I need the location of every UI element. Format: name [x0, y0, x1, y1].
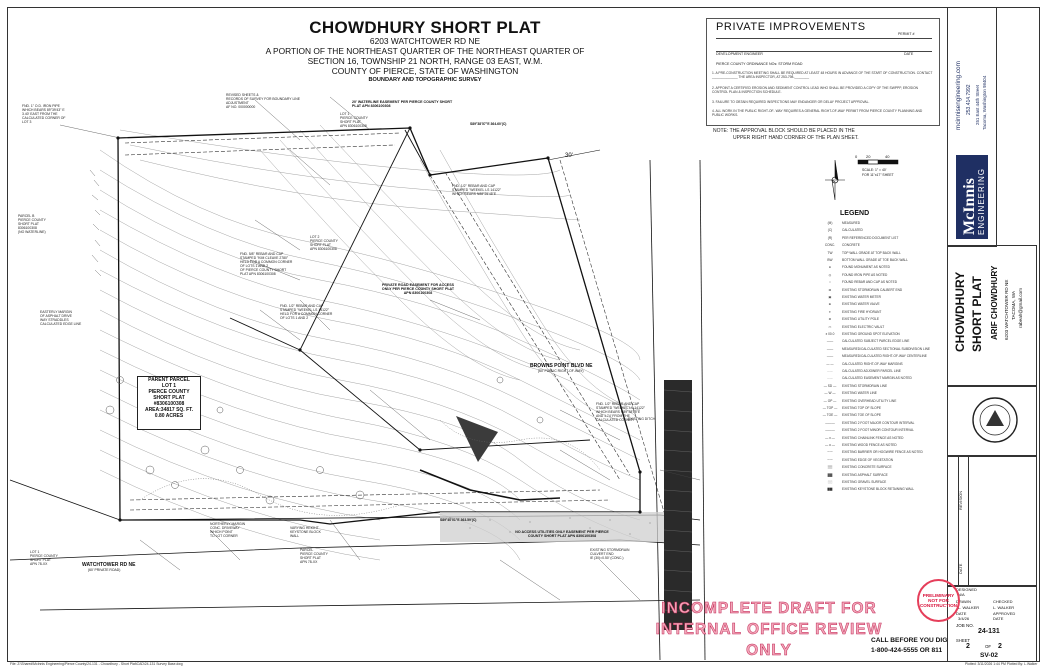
legend-symbol: TW	[827, 250, 833, 255]
plan-note-2: FND. 1" O.D. IRON PIPE WHICH BEARS 89°39'43" E 3.40' EAST FROM THE CALCULATED CORNER OF LOT 3	[22, 104, 66, 124]
keystone-wall	[420, 470, 560, 500]
project-name-1: CHOWDHURY	[953, 271, 967, 352]
plat-address: 6203 WATCHTOWER RD NE	[369, 36, 481, 46]
concrete-area	[456, 416, 498, 462]
legend-label: EXISTING TOE OF SLOPE	[842, 413, 882, 418]
legend-row	[822, 338, 909, 344]
legend-symbol: — x —	[825, 435, 835, 440]
legend-label: EXISTING WATER VALVE	[842, 302, 880, 307]
legend-symbol: ~~~	[827, 450, 833, 455]
scale-bar	[858, 160, 898, 164]
job-no-value: 24-131	[978, 628, 1000, 635]
plat-title: CHOWDHURY SHORT PLAT	[309, 18, 541, 37]
legend-row	[822, 479, 886, 485]
monuments	[116, 126, 641, 521]
plan-note-13: VARYING HEIGHT KEYSTONE BLOCK WALL	[290, 526, 321, 538]
parcel-line-3: PIERCE COUNTY	[148, 389, 190, 395]
legend-row	[822, 472, 888, 478]
sheet-value: 2	[966, 643, 970, 650]
permit-label: PERMIT #	[898, 32, 915, 36]
legend-label: EXISTING TOP OF SLOPE	[842, 406, 881, 410]
legend-label: EXISTING KEYSTONE BLOCK RETAINING WALL	[842, 487, 915, 492]
firm-website: mcinnisengineering.com	[955, 61, 962, 130]
legend-row	[822, 324, 884, 330]
legend-row	[822, 287, 902, 293]
legend-row	[822, 272, 887, 278]
client-email: rabeah@gmail.com	[1018, 288, 1023, 328]
designed-value: N/A	[958, 592, 965, 597]
legend-label: PER REFERENCED DOCUMENT LIST	[842, 235, 899, 240]
revision-divider-2	[968, 455, 969, 585]
legend-label: EXISTING STORMDRAIN LINE	[842, 383, 888, 388]
legend-row	[822, 368, 901, 374]
legend-label: EXISTING 2 FOOT MAJOR CONTOUR INTERVAL	[842, 420, 915, 425]
legend-symbol: ●	[829, 265, 831, 270]
legend-row	[822, 257, 908, 263]
legend-row	[822, 301, 880, 307]
plan-note-12: NORTHERLY MARGIN CONC. DRIVEWAY WHICH POINT TO LOT CORNER	[210, 522, 246, 538]
gravel-strip	[664, 380, 692, 630]
legend-symbol: - - -	[827, 369, 833, 373]
plan-note-11: EXISTING STORMDRAIN CULVERT END IE (30)=0.50' (CONC.)	[590, 548, 630, 560]
legend-row	[822, 383, 887, 389]
checked-value: L. WALKER	[993, 605, 1015, 610]
draft-line-1: INCOMPLETE DRAFT FOR	[661, 600, 877, 617]
legend-label: MEASURED/CALCULATED SECTIONAL SUBDIVISION LINE	[842, 346, 931, 351]
legend-label: EXISTING CONCRETE SURFACE	[842, 465, 892, 470]
legend-symbol: ~~~	[827, 457, 833, 462]
preliminary-stamp: PRELIMINARY NOT FOR CONSTRUCTION	[917, 579, 960, 622]
of-label: OF	[985, 644, 992, 649]
legend-row	[822, 235, 898, 241]
private-improvements-title: PRIVATE IMPROVEMENTS	[716, 21, 866, 33]
designed-label: DESIGNED	[956, 587, 977, 592]
utility-easement: NO ACCESS UTILITIES ONLY EASEMENT PER PIERCE COUNTY SHORT PLAT APN 8306100308	[515, 530, 609, 538]
legend-row	[822, 390, 877, 396]
legend-label: TOP WALL GRADE AT TOP BACK WALL	[842, 250, 901, 255]
legend-row	[822, 486, 914, 492]
legend-symbol: x 00.0	[825, 332, 835, 336]
legend-row	[822, 412, 881, 418]
legend-label: EXISTING FIRE HYDRANT	[842, 309, 882, 314]
call-before-dig: CALL BEFORE YOU DIG	[871, 637, 948, 644]
legend-symbol: ✦	[828, 309, 832, 314]
draft-line-2: INTERNAL OFFICE REVIEW	[655, 621, 883, 638]
parcel-line-6: AREA:34817 SQ. FT.	[144, 407, 194, 413]
legend-row	[822, 220, 860, 226]
permit-line	[716, 38, 932, 39]
parcel-line-4: SHORT PLAT	[153, 395, 185, 401]
legend-symbol: — o —	[825, 443, 835, 447]
legend-symbol: — OP —	[823, 398, 837, 403]
scale-sheet-label: FOR 11"x17" SHEET	[862, 173, 894, 177]
client-address-2: TACOMA, WA	[1011, 290, 1016, 320]
drawn-label: DRAWN	[956, 599, 971, 604]
legend-label: CONCRETE	[842, 243, 860, 248]
revision-label: REVISION	[958, 490, 963, 510]
approval-note: NOTE: THE APPROVAL BLOCK SHOULD BE PLACED IN THE	[713, 128, 855, 134]
legend-label: EXISTING EDGE OF VEGETATION	[842, 457, 894, 462]
legend-symbol: — W —	[824, 391, 836, 396]
of-value: 2	[998, 643, 1002, 650]
legend-row	[822, 449, 923, 455]
legend-symbol: ○	[829, 280, 831, 285]
legend-row	[822, 375, 912, 381]
road-easement: PRIVATE ROAD EASEMENT FOR ACCESS ONLY PER PIERCE COUNTY SHORT PLAT APN 8306100308	[381, 283, 455, 295]
approval-note-2: UPPER RIGHT HAND CORNER OF THE PLAN SHEET.	[733, 135, 859, 141]
legend-symbol: ░░	[827, 480, 833, 484]
bearing-south: S89°40'01"E 363.59'(C)	[440, 518, 477, 522]
legend-label: CALCULATED SUBJECT PARCEL EDGE LINE	[842, 339, 910, 344]
legend-label: EXISTING UTILITY POLE	[842, 317, 879, 322]
legend-row	[822, 346, 930, 352]
dimension-30-label: 30'	[565, 153, 573, 159]
legend-row	[822, 294, 881, 300]
legend-label: FOUND MONUMENT AS NOTED	[842, 265, 890, 270]
legend-row	[822, 227, 863, 233]
legend-symbol: ———	[825, 428, 835, 433]
revision-date-label: DATE	[958, 563, 963, 574]
legend-symbol: — TOP —	[822, 406, 838, 410]
legend-label: CALCULATED RIGHT-OF-WAY MARGINS	[842, 361, 903, 366]
legend-symbol: ▣	[828, 295, 832, 299]
plat-description-2: SECTION 16, TOWNSHIP 21 NORTH, RANGE 03 EAST, W.M.	[307, 56, 543, 66]
legend-label: EXISTING BARRIER OR HOGWIRE FENCE AS NOTED	[842, 450, 923, 455]
legend-label: FOUND IRON PIPE AS NOTED	[842, 272, 888, 277]
date-info-value: 3/4/26	[958, 616, 970, 621]
plan-note-6: FND. 1/2" REBAR AND CAP STAMPED "WEEKEL LS 14122" HELD FOR A COMMON CORNER OF LOTS 1 AND 2	[280, 304, 333, 320]
pi-item-1: 1. A PRE-CONSTRUCTION MEETING SHALL BE REQUIRED AT LEAST 48 HOURS IN ADVANCE OF THE START OF CONSTRUCTION. CONTACT ______________ THE AREA INSPECTOR, AT 253-798-________	[712, 71, 933, 79]
firm-city: Tacoma, Washington 98404	[982, 75, 987, 130]
plan-note-7: LOT 2 PIERCE COUNTY SHORT PLAT APN 8306100308	[310, 235, 338, 251]
north-arrow	[825, 160, 845, 200]
parcel-line-2: LOT 1	[161, 383, 177, 389]
legend-label: CALCULATED EASEMENT MARGIN AS NOTED	[842, 376, 912, 381]
legend-label: CALCULATED ADJOINER PARCEL LINE	[842, 369, 901, 373]
plan-note-1: REVISED SHEETS & RECORDS OF SURVEY FOR BOUNDARY LINE ADJUSTMENT AF NO. 000000000	[226, 93, 300, 109]
legend-row	[822, 279, 897, 285]
date-label: DATE	[904, 52, 914, 56]
legend-symbol: (M)	[827, 221, 833, 225]
legend-symbol: — —	[826, 361, 834, 366]
legend-row	[822, 309, 881, 315]
legend-label: EXISTING STORMDRAIN CALBERT END	[842, 287, 903, 292]
firm-tagline: ENGINEERING	[977, 167, 986, 235]
footer-file-path: File: Z:\Shared\McInnis Engineering\Pierce County\24-131 - Chowdhury - Short Plat\CAD\24-131 Survey Base.dwg	[10, 662, 183, 666]
parent-parcel-box	[137, 376, 201, 430]
vegetation-edge	[140, 420, 600, 515]
parcel-line-1: PARENT PARCEL	[148, 377, 190, 383]
legend-row	[822, 398, 896, 404]
project-name-2: SHORT PLAT	[970, 276, 984, 352]
legend-label: BOTTOM WALL GRADE AT TOE BACK WALL	[842, 258, 908, 262]
road-south-name: WATCHTOWER RD NE	[82, 562, 136, 568]
legend-label: EXISTING WOOD FENCE AS NOTED	[842, 443, 897, 447]
legend-row	[822, 316, 879, 322]
job-no-label: JOB NO.	[956, 623, 975, 628]
legend-row	[822, 242, 860, 248]
scale-tick-40: 40	[885, 154, 890, 159]
legend-symbol: BW	[827, 258, 833, 262]
legend-label: EXISTING OVERHEAD UTILITY LINE	[842, 398, 897, 403]
legend-symbol: ——	[826, 354, 834, 359]
legend-symbol: ▇▇	[827, 487, 833, 492]
legend-symbol: ———	[825, 420, 835, 425]
scale-label: SCALE: 1" = 40'	[862, 168, 887, 172]
dev-engineer-label: DEVELOPMENT ENGINEER	[716, 52, 763, 56]
call-number: 1-800-424-5555 OR 811	[871, 647, 943, 654]
legend-symbol: CONC.	[824, 243, 836, 248]
legend-row	[822, 427, 914, 433]
client-address-1: 6203 WATCHTOWER RD NE	[1004, 279, 1009, 340]
scale-tick-20: 20	[866, 154, 871, 159]
legend-symbol: ◎	[828, 272, 832, 277]
checked-label: CHECKED	[993, 599, 1013, 604]
legend-label: EXISTING WATER LINE	[842, 391, 877, 396]
plan-note-5: FND. 1/2" REBAR AND CAP STAMPED "WEEKEL LS 14122" WHICH BEARS N88°25'45"E	[452, 184, 501, 196]
county-seal-icon	[970, 392, 1020, 448]
legend-row	[822, 464, 892, 470]
legend-symbol: — SD —	[823, 383, 837, 388]
legend-row	[822, 442, 897, 448]
parcel-line-5: #8306100308	[153, 401, 185, 407]
plan-note-14: FND. 1/2" REBAR AND CAP STAMPED "WEEKEL LS 14122" WHICH BEARS N89°38'55"E AND 1.74' FROM THE CALCULATED CORNER	[596, 402, 645, 422]
sheet-label: SHEET	[956, 638, 970, 643]
plat-description-3: COUNTY OF PIERCE, STATE OF WASHINGTON	[331, 66, 519, 76]
bearing-north: S89°38'57"E 364.60'(C)	[470, 122, 507, 126]
approved-label: APPROVED	[993, 611, 1016, 616]
waterline-easement: 20' WATERLINE EASEMENT PER PIERCE COUNTY SHORT PLAT APN 8306100308	[352, 100, 453, 108]
legend-symbol: (C)	[827, 228, 833, 233]
road-south-note: (60' PRIVATE ROAD)	[88, 568, 121, 572]
road-east-note: (60' PUBLIC RIGHT-OF-WAY)	[538, 369, 584, 373]
plan-note-10: EXISTING DITCH	[628, 417, 656, 421]
legend-row	[822, 264, 890, 270]
legend-label: CALCULATED	[842, 228, 863, 233]
drawn-value: L. WALKER	[958, 605, 980, 610]
plan-note-3: PARCEL B PIERCE COUNTY SHORT PLAT 8306100308 (NO WATERLINE)	[18, 214, 46, 234]
legend-symbol: — TOE —	[822, 413, 838, 418]
legend-row	[822, 405, 881, 411]
firm-phone: 253.414.7992	[966, 84, 972, 115]
plan-note-4: FND. 5/8" REBAR AND CAP STAMPED "KIM CLEAVE 2780" HELD FOR A COMMON CORNER OF LOTS 1 AND 2 OF PIERCE COUNTY SHORT PLAT APN 8306100308	[240, 252, 293, 276]
survey-type: BOUNDARY AND TOPOGRAPHIC SURVEY	[368, 77, 482, 83]
legend-symbol: (R)	[827, 235, 833, 240]
legend-symbol: ⊗	[828, 317, 832, 322]
legend-row	[822, 331, 900, 337]
pi-item-4: 4. ALL WORK IN THE PUBLIC RIGHT-OF- WAY REQUIRES A GENERAL RIGHT-OF-WAY PERMIT FROM PIERCE COUNTY PLANNING AND PUBLIC WORKS.	[712, 109, 923, 117]
plan-note-8: LOT 1 PIERCE COUNTY SHORT PLAT APN 8306100308	[340, 112, 368, 128]
legend-label: FOUND REBAR AND CAP AS NOTED	[842, 280, 898, 285]
legend-label: EXISTING GROUND SPOT ELEVATION	[842, 332, 900, 336]
dimension-30	[548, 150, 600, 160]
firm-name: McInnis	[961, 178, 978, 235]
legend-symbol: ▓▓	[827, 472, 833, 477]
legend-symbol: ▭	[828, 324, 832, 329]
plan-note-15: LOT 1 PIERCE COUNTY SHORT PLAT APN 78-XX	[30, 550, 58, 566]
pi-item-2: 2. APPOINT A CERTIFIED EROSION AND SEDIMENT CONTROL LEAD WHO SHALL BE PROVIDED A COPY OF THE SWPPP, EROSION CONTROL PLAN & INSPECTION SCHEDULE.	[712, 86, 919, 94]
legend-row	[822, 353, 927, 359]
legend-label: EXISTING CHAINLINK FENCE AS NOTED	[842, 435, 904, 440]
legend-row	[822, 435, 903, 441]
legend-label: EXISTING WATER METER	[842, 295, 881, 299]
legend-label: EXISTING 2 FOOT MINOR CONTOUR INTERVAL	[842, 428, 914, 433]
plat-description-1: A PORTION OF THE NORTHEAST QUARTER OF THE NORTHEAST QUARTER OF	[265, 46, 585, 56]
legend-label: MEASURED	[842, 221, 861, 225]
legend-label: EXISTING ELECTRIC VAULT	[842, 324, 885, 329]
firm-address: 251 East 44th Street	[975, 84, 980, 125]
legend-symbol: - - -	[827, 376, 833, 381]
legend-row	[822, 457, 893, 463]
draft-line-3: ONLY	[746, 642, 792, 659]
legend-symbol: ▒▒	[827, 465, 833, 470]
road-east-name: BROWNS POINT BLVD NE	[530, 363, 593, 369]
legend-symbol: ——	[826, 339, 834, 344]
scale-tick-0: 0	[855, 154, 858, 159]
vegetation-hatch	[90, 170, 101, 276]
date-info-label: DATE	[956, 611, 967, 616]
legend-symbol: ⊕	[828, 302, 832, 307]
legend-label: MEASURED/CALCULATED RIGHT-OF-WAY CENTERLINE	[842, 354, 927, 359]
plan-note-16: PARCEL PIERCE COUNTY SHORT PLAT APN 78-XX	[300, 548, 328, 564]
legend-label: EXISTING GRAVEL SURFACE	[842, 480, 887, 484]
ordinance-label: PIERCE COUNTY ORDINANCE NOs: STORM ROAD	[716, 62, 803, 66]
sheet-id: SV-02	[980, 652, 998, 659]
legend-row	[822, 250, 901, 256]
approved-value: DATE	[993, 616, 1004, 621]
legend-row	[822, 361, 903, 367]
legend-symbol: ⊠	[828, 287, 832, 292]
parcel-line-7: 0.80 ACRES	[154, 413, 184, 419]
legend-symbol: ——	[826, 346, 834, 351]
pi-item-3: 3. FAILURE TO OBTAIN REQUIRED INSPECTIONS MAY ENDANGER OR DELAY PROJECT APPROVAL.	[712, 100, 870, 104]
legend-title: LEGEND	[840, 210, 870, 217]
legend-label: EXISTING ASPHALT SURFACE	[842, 472, 888, 477]
client-name: ARIF CHOWDHURY	[990, 265, 999, 340]
footer-plotted: Plotted: 3/11/2026 1:44 PM Plotted By: L.Walker	[965, 662, 1038, 666]
legend-row	[822, 420, 914, 426]
plan-note-9: EASTERLY MARGIN OF ASPHALT DRIVE WAY STRADDLES CALCULATED EDGE LINE	[40, 310, 82, 326]
